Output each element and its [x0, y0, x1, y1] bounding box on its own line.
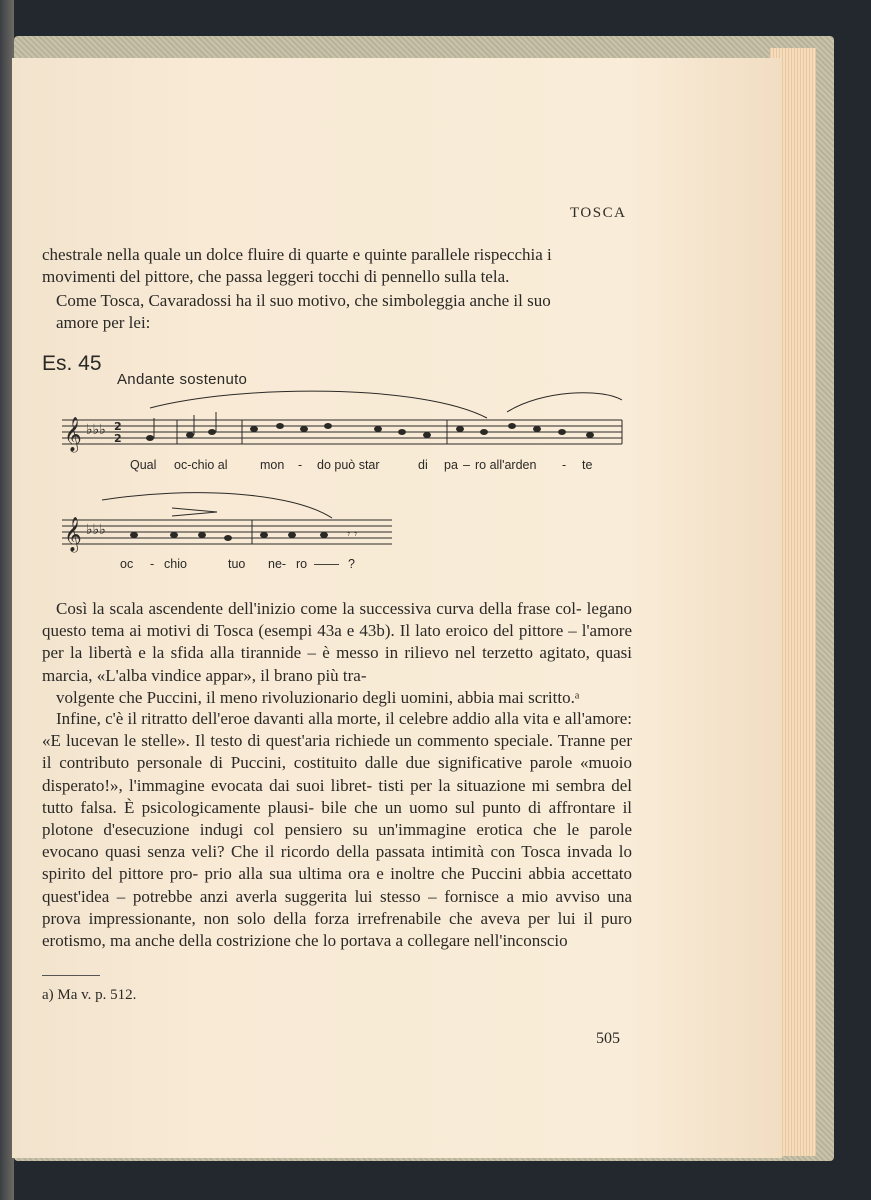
lyric-syllable: -	[562, 458, 567, 472]
lyric-syllable: ?	[348, 557, 355, 571]
lyric-syllable: te	[582, 458, 593, 472]
paragraph-3-line: nel terzetto agitato, quasi marcia, «L'alba vindice appar», il brano più tra-	[42, 643, 632, 685]
paragraph-4-line: pensiero su un'immagine erotica che le parole evocano quasi senza veli? Che	[42, 820, 632, 862]
paragraph-4-line: e all'amore: «E lucevan le stelle». Il testo di quest'aria richiede un commento	[42, 709, 632, 751]
music-example	[42, 348, 632, 588]
paragraph-4-line: il ricordo della passata intimità con Tosca invada lo spirito del pittore pro-	[42, 842, 632, 884]
lyric-syllable: di	[418, 458, 428, 472]
paragraph-4-line: bile che un uomo sul punto di affrontare il plotone d'esecuzione indugi col	[42, 797, 633, 840]
footnote-rule	[42, 975, 100, 976]
paragraph-3-line: volgente che Puccini, il meno rivoluzionario degli uomini, abbia mai scritto.ᵃ	[56, 687, 580, 707]
lyric-syllable: -	[298, 458, 303, 472]
paragraph-2-line: amore per lei:	[56, 313, 151, 333]
paragraph-4-line: tisti per la situazione mi sembra del tutto falsa. È psicologicamente plausi-	[42, 775, 632, 817]
paragraph-4-line: Infine, c'è il ritratto dell'eroe davanti alla morte, il celebre addio alla vita	[56, 709, 553, 728]
lyric-syllable: –	[463, 458, 470, 472]
lyric-syllable: do può star	[317, 458, 380, 472]
staff-1	[62, 391, 622, 444]
paragraph-3	[42, 598, 632, 709]
tempo-marking: Andante sostenuto	[117, 371, 248, 388]
page-number: 505	[596, 1030, 620, 1047]
paragraph-4-line: speciale. Tranne per il contributo personale di Puccini, costituito dalle due	[42, 731, 633, 773]
running-head: TOSCA	[570, 205, 627, 221]
svg-text:♭♭♭: ♭♭♭	[86, 422, 106, 438]
paragraph-3-line: Così la scala ascendente dell'inizio come la successiva curva della frase col-	[56, 599, 587, 618]
paragraph-4-line: prio alla sua ultima ora e inoltre che Puccini abbia accettato quest'idea –	[42, 864, 632, 906]
svg-text:𝄾 𝄾: 𝄾 𝄾	[347, 527, 358, 541]
lyric-syllable: ne-	[268, 557, 287, 571]
paragraph-1-line: movimenti del pittore, che passa leggeri tocchi di pennello sulla tela.	[42, 267, 510, 287]
lyric-syllable: ——	[314, 557, 339, 571]
paragraph-4-line: impressionante, non solo della forza irrefrenabile che aveva per lui il puro	[88, 908, 632, 928]
lyric-syllable: -	[150, 557, 155, 571]
lyric-syllable: Qual	[130, 458, 157, 472]
svg-text:♭♭♭: ♭♭♭	[86, 522, 106, 538]
paragraph-3-line: legano questo tema ai motivi di Tosca (esempi 43a e 43b). Il lato eroico del	[42, 599, 632, 641]
svg-text:2: 2	[114, 420, 122, 433]
lyric-syllable: chio	[164, 557, 187, 571]
paragraph-4	[42, 708, 632, 952]
lyric-syllable: ro all'arden	[475, 458, 537, 472]
lyric-syllable: pa	[444, 458, 458, 472]
lyric-syllable: mon	[260, 458, 285, 472]
paragraph-2-line: Come Tosca, Cavaradossi ha il suo motivo, che simboleggia anche il suo	[56, 291, 551, 310]
lyric-syllable: oc-chio al	[174, 458, 228, 472]
lyric-syllable: ro	[296, 557, 308, 571]
svg-text:𝄞: 𝄞	[64, 517, 82, 552]
paragraph-1-line: chestrale nella quale un dolce fluire di quarte e quinte parallele rispecchia i	[42, 245, 552, 264]
paragraph-3-line: pittore – l'amore per la libertà e la sfida alla tirannide – è messo in rilievo	[42, 621, 632, 663]
svg-text:𝄞: 𝄞	[64, 417, 82, 452]
footnote: a) Ma v. p. 512.	[42, 987, 137, 1003]
example-label: Es. 45	[42, 352, 102, 375]
paragraph-4-line: significative parole «muoio disperato!», l'immagine evocata dai suoi libret-	[42, 753, 632, 795]
svg-text:2: 2	[114, 432, 122, 445]
paragraph-4-line: erotismo, ma anche della costrizione che lo portava a collegare nell'inconscio	[42, 931, 568, 951]
paragraph-1	[42, 244, 632, 288]
paragraph-2	[42, 290, 632, 334]
staff-2-notes	[64, 517, 357, 553]
paragraph-4-line: potrebbe anzi averla suggerita lui stesso – fornisce a mio avviso una prova	[42, 886, 633, 928]
lyric-syllable: tuo	[228, 557, 246, 571]
lyric-syllable: oc	[120, 557, 134, 571]
